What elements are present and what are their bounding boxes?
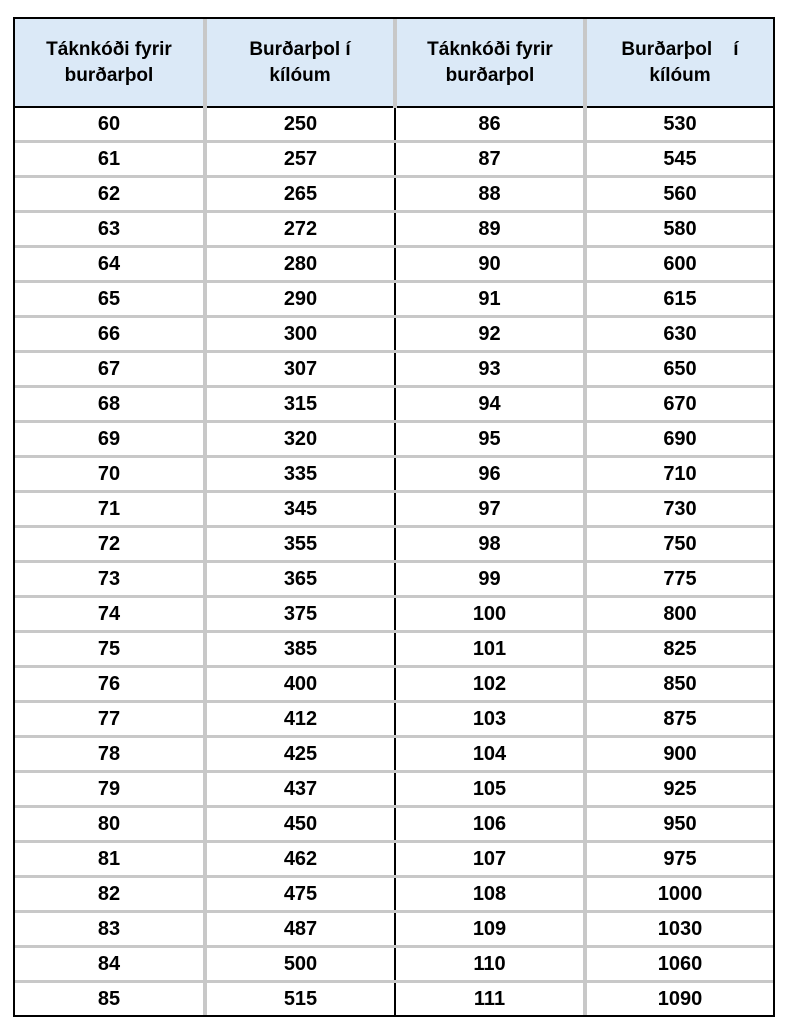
load-capacity-kg-cell: 900 xyxy=(585,737,773,772)
load-index-code-cell: 97 xyxy=(395,492,585,527)
load-index-code-cell: 94 xyxy=(395,387,585,422)
load-index-code-cell: 83 xyxy=(15,912,205,947)
load-index-code-cell: 105 xyxy=(395,772,585,807)
load-index-code-cell: 60 xyxy=(15,107,205,142)
load-index-code-cell: 108 xyxy=(395,877,585,912)
table-row xyxy=(15,107,773,142)
table-header xyxy=(15,19,773,107)
load-index-code-cell: 78 xyxy=(15,737,205,772)
load-index-code-cell: 66 xyxy=(15,317,205,352)
load-capacity-kg-cell: 950 xyxy=(585,807,773,842)
table-row xyxy=(15,282,773,317)
load-index-code-cell: 95 xyxy=(395,422,585,457)
load-index-code-cell: 91 xyxy=(395,282,585,317)
load-index-code-cell: 104 xyxy=(395,737,585,772)
load-capacity-kg-cell: 560 xyxy=(585,177,773,212)
load-capacity-kg-cell: 650 xyxy=(585,352,773,387)
load-capacity-kg-cell: 265 xyxy=(205,177,395,212)
table-row xyxy=(15,772,773,807)
load-capacity-kg-cell: 975 xyxy=(585,842,773,877)
load-index-code-cell: 88 xyxy=(395,177,585,212)
load-index-code-cell: 103 xyxy=(395,702,585,737)
table-row xyxy=(15,492,773,527)
load-index-code-cell: 62 xyxy=(15,177,205,212)
load-capacity-kg-cell: 500 xyxy=(205,947,395,982)
load-index-code-cell: 69 xyxy=(15,422,205,457)
header-load-capacity-kg-2: Burðarþol í kílóum xyxy=(585,19,773,107)
table-row xyxy=(15,457,773,492)
load-capacity-kg-cell: 630 xyxy=(585,317,773,352)
load-index-code-cell: 71 xyxy=(15,492,205,527)
load-index-code-cell: 75 xyxy=(15,632,205,667)
load-capacity-kg-cell: 315 xyxy=(205,387,395,422)
load-capacity-kg-cell: 335 xyxy=(205,457,395,492)
table-row xyxy=(15,842,773,877)
table-row xyxy=(15,982,773,1016)
header-load-index-code-2: Táknkóði fyrir burðarþol xyxy=(395,19,585,107)
load-capacity-kg-cell: 600 xyxy=(585,247,773,282)
table-row xyxy=(15,422,773,457)
header-row xyxy=(15,19,773,107)
load-capacity-kg-cell: 475 xyxy=(205,877,395,912)
table-row xyxy=(15,912,773,947)
load-capacity-kg-cell: 850 xyxy=(585,667,773,702)
load-capacity-kg-cell: 775 xyxy=(585,562,773,597)
load-capacity-kg-cell: 450 xyxy=(205,807,395,842)
load-index-code-cell: 86 xyxy=(395,107,585,142)
load-capacity-kg-cell: 580 xyxy=(585,212,773,247)
load-capacity-kg-cell: 345 xyxy=(205,492,395,527)
table-row xyxy=(15,177,773,212)
table-row xyxy=(15,142,773,177)
table-row xyxy=(15,667,773,702)
load-index-code-cell: 93 xyxy=(395,352,585,387)
load-index-code-cell: 96 xyxy=(395,457,585,492)
table-body xyxy=(15,107,773,1015)
load-index-code-cell: 74 xyxy=(15,597,205,632)
load-capacity-kg-cell: 545 xyxy=(585,142,773,177)
load-capacity-kg-cell: 530 xyxy=(585,107,773,142)
load-index-code-cell: 99 xyxy=(395,562,585,597)
table-row xyxy=(15,212,773,247)
table-row xyxy=(15,527,773,562)
load-index-code-cell: 92 xyxy=(395,317,585,352)
load-index-code-cell: 85 xyxy=(15,982,205,1016)
load-capacity-kg-cell: 750 xyxy=(585,527,773,562)
table-row xyxy=(15,352,773,387)
load-index-code-cell: 102 xyxy=(395,667,585,702)
load-capacity-kg-cell: 1090 xyxy=(657,987,703,1010)
load-index-code-cell: 110 xyxy=(395,947,585,982)
load-capacity-kg-cell: 250 xyxy=(205,107,395,142)
load-index-code-cell: 107 xyxy=(395,842,585,877)
load-index-code-cell: 90 xyxy=(395,247,585,282)
load-index-code-cell: 111 xyxy=(395,982,585,1016)
header-load-index-code-1: Táknkóði fyrir burðarþol xyxy=(15,19,205,107)
load-capacity-kg-cell: 290 xyxy=(205,282,395,317)
load-index-table xyxy=(15,19,773,1015)
load-capacity-kg-cell: 300 xyxy=(205,317,395,352)
load-capacity-kg-cell: 385 xyxy=(205,632,395,667)
load-index-code-cell: 82 xyxy=(15,877,205,912)
load-index-table-container xyxy=(13,17,775,1017)
load-index-code-cell: 68 xyxy=(15,387,205,422)
table-row xyxy=(15,247,773,282)
load-capacity-kg-cell: 1000 xyxy=(585,877,773,912)
load-index-code-cell: 87 xyxy=(395,142,585,177)
load-capacity-kg-cell: 437 xyxy=(205,772,395,807)
table-row xyxy=(15,947,773,982)
load-capacity-kg-cell: 670 xyxy=(585,387,773,422)
load-index-code-cell: 72 xyxy=(15,527,205,562)
load-capacity-kg-cell: 320 xyxy=(205,422,395,457)
load-index-code-cell: 81 xyxy=(15,842,205,877)
load-capacity-kg-cell: 1060 xyxy=(585,947,773,982)
load-capacity-kg-cell: 400 xyxy=(205,667,395,702)
load-capacity-kg-cell: 365 xyxy=(205,562,395,597)
load-capacity-kg-cell: 257 xyxy=(205,142,395,177)
load-index-code-cell: 73 xyxy=(15,562,205,597)
load-index-code-cell: 79 xyxy=(15,772,205,807)
table-row xyxy=(15,737,773,772)
load-capacity-kg-cell: 730 xyxy=(585,492,773,527)
load-index-code-cell: 89 xyxy=(395,212,585,247)
table-row xyxy=(15,562,773,597)
load-capacity-kg-cell: 690 xyxy=(585,422,773,457)
load-index-code-cell: 76 xyxy=(15,667,205,702)
load-index-code-cell: 63 xyxy=(15,212,205,247)
table-row xyxy=(15,317,773,352)
load-capacity-kg-cell: 280 xyxy=(205,247,395,282)
table-row xyxy=(15,877,773,912)
table-row xyxy=(15,702,773,737)
load-index-code-cell: 109 xyxy=(395,912,585,947)
load-capacity-kg-cell: 307 xyxy=(205,352,395,387)
load-capacity-kg-cell: 800 xyxy=(585,597,773,632)
load-capacity-kg-cell: 1030 xyxy=(585,912,773,947)
load-index-code-cell: 77 xyxy=(15,702,205,737)
load-index-code-cell: 101 xyxy=(395,632,585,667)
table-row xyxy=(15,807,773,842)
load-capacity-kg-cell: 272 xyxy=(205,212,395,247)
load-capacity-kg-cell: 487 xyxy=(205,912,395,947)
header-load-capacity-kg-1: Burðarþol í kílóum xyxy=(205,19,395,107)
load-capacity-kg-cell: 375 xyxy=(205,597,395,632)
load-capacity-kg-cell: 355 xyxy=(205,527,395,562)
load-index-code-cell: 61 xyxy=(15,142,205,177)
table-row xyxy=(15,632,773,667)
load-index-code-cell: 67 xyxy=(15,352,205,387)
load-index-code-cell: 98 xyxy=(395,527,585,562)
load-index-code-cell: 64 xyxy=(15,247,205,282)
table-row xyxy=(15,387,773,422)
load-capacity-kg-cell: 615 xyxy=(585,282,773,317)
table-row xyxy=(15,597,773,632)
load-capacity-kg-cell: 412 xyxy=(205,702,395,737)
load-index-code-cell: 100 xyxy=(395,597,585,632)
load-index-code-cell: 84 xyxy=(15,947,205,982)
load-index-code-cell: 65 xyxy=(15,282,205,317)
load-index-code-cell: 70 xyxy=(15,457,205,492)
load-capacity-kg-cell: 515 xyxy=(205,982,395,1016)
load-capacity-kg-cell: 710 xyxy=(585,457,773,492)
load-capacity-kg-cell: 925 xyxy=(585,772,773,807)
load-capacity-kg-cell: 875 xyxy=(585,702,773,737)
load-capacity-kg-cell: 462 xyxy=(205,842,395,877)
load-capacity-kg-cell: 425 xyxy=(205,737,395,772)
load-capacity-kg-cell: 825 xyxy=(585,632,773,667)
load-index-code-cell: 80 xyxy=(15,807,205,842)
load-index-code-cell: 106 xyxy=(395,807,585,842)
